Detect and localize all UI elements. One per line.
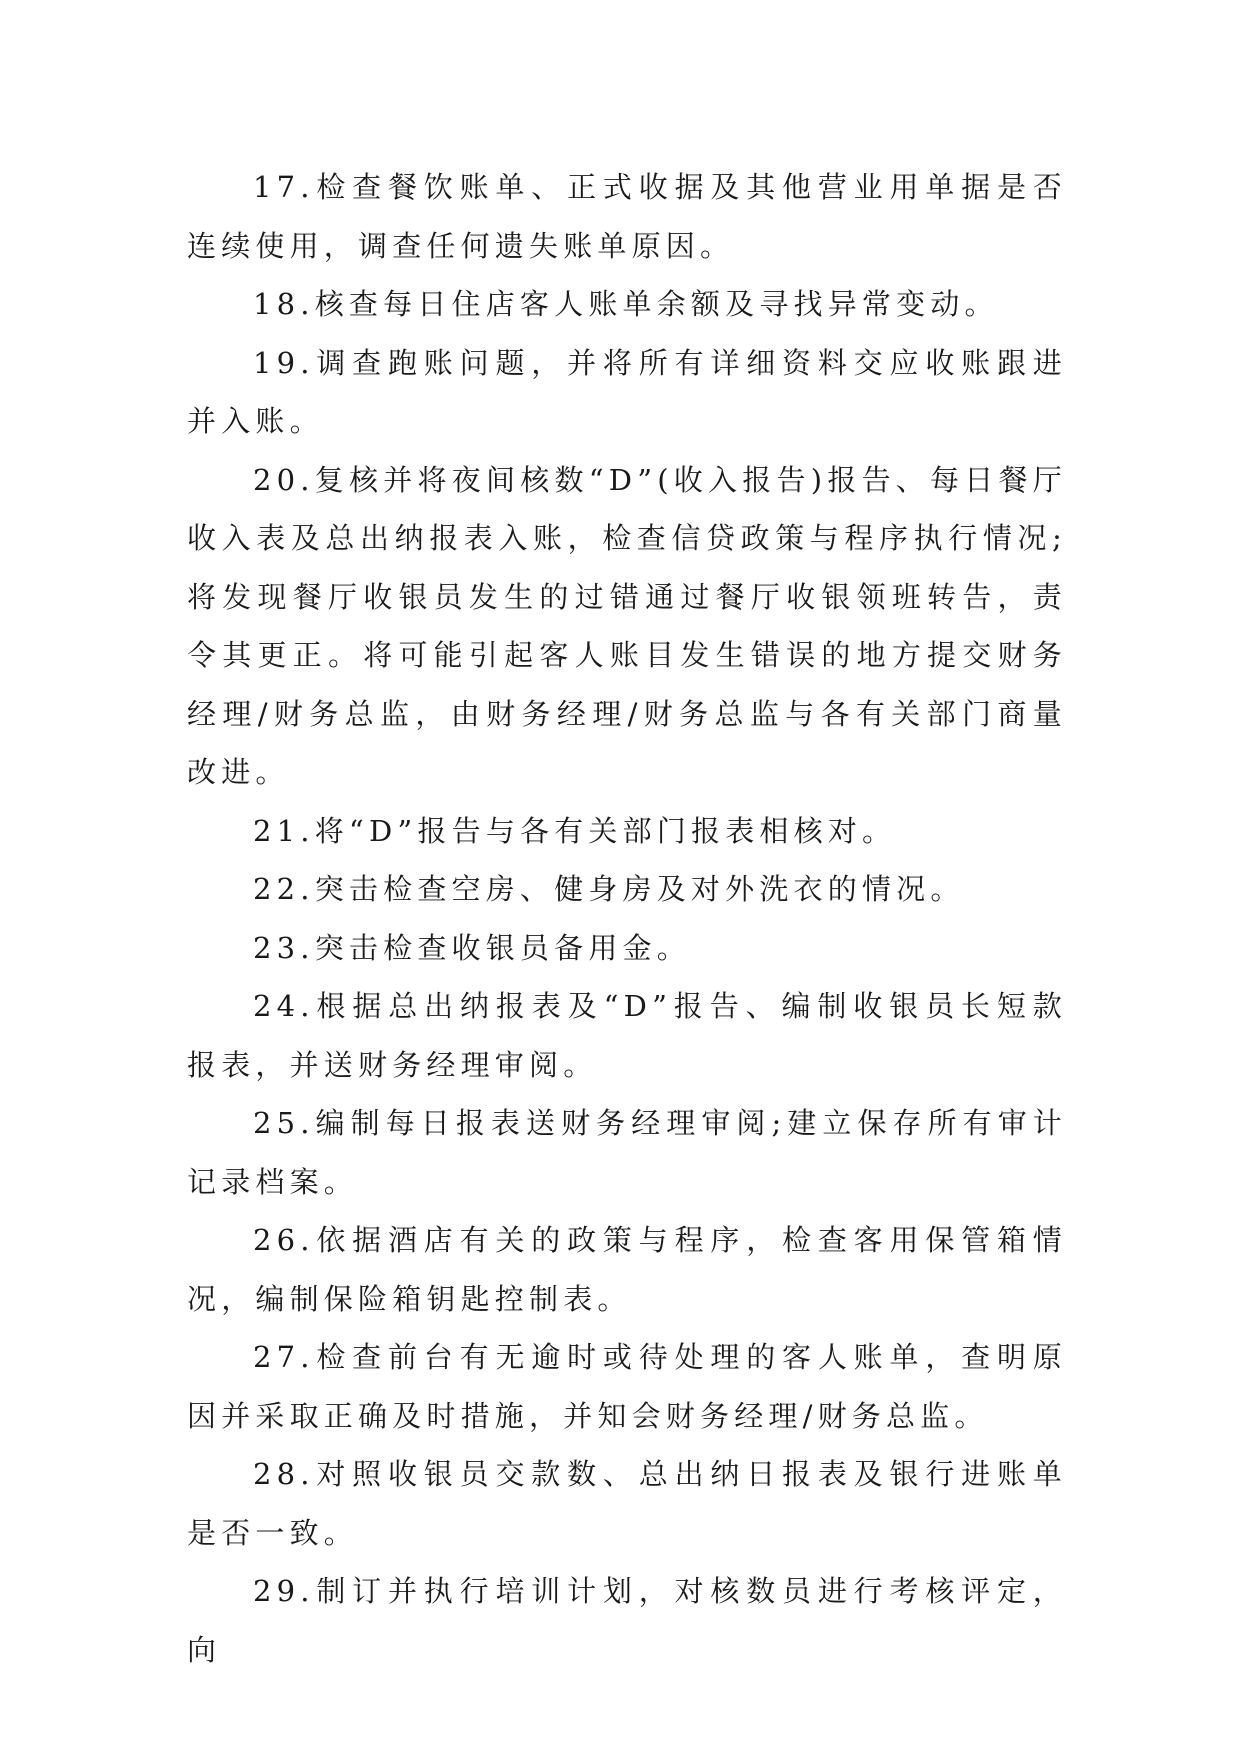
paragraph-item-24: 24.根据总出纳报表及“D”报告、编制收银员长短款报表，并送财务经理审阅。 <box>187 989 1067 1082</box>
paragraph-item-29: 29.制订并执行培训计划，对核数员进行考核评定，向 <box>187 1574 1067 1667</box>
document-body <box>187 158 1067 1679</box>
paragraph-item-20: 20.复核并将夜间核数“D”(收入报告)报告、每日餐厅收入表及总出纳报表入账，检查信贷政策与程序执行情况;将发现餐厅收银员发生的过错通过餐厅收银领班转告，责令其更正。将可能引起客人账目发生错误的地方提交财务经理/财务总监，由财务经理/财务总监与各有关部门商量改进。 <box>187 462 1067 789</box>
paragraph-item-23: 23.突击检查收银员备用金。 <box>253 930 691 965</box>
paragraph-item-17: 17.检查餐饮账单、正式收据及其他营业用单据是否连续使用，调查任何遗失账单原因。 <box>187 170 1067 263</box>
paragraph-item-28: 28.对照收银员交款数、总出纳日报表及银行进账单是否一致。 <box>187 1457 1067 1550</box>
paragraph-item-25: 25.编制每日报表送财务经理审阅;建立保存所有审计记录档案。 <box>187 1106 1067 1199</box>
paragraph-item-18: 18.核查每日住店客人账单余额及寻找异常变动。 <box>253 287 999 321</box>
paragraph-item-19: 19.调查跑账问题，并将所有详细资料交应收账跟进并入账。 <box>187 345 1067 438</box>
paragraph-item-22: 22.突击检查空房、健身房及对外洗衣的情况。 <box>253 872 965 906</box>
paragraph-item-21: 21.将“D”报告与各有关部门报表相核对。 <box>253 813 897 848</box>
paragraph-item-26: 26.依据酒店有关的政策与程序，检查客用保管箱情况，编制保险箱钥匙控制表。 <box>187 1223 1067 1316</box>
paragraph-item-27: 27.检查前台有无逾时或待处理的客人账单，查明原因并采取正确及时措施，并知会财务经理/财务总监。 <box>187 1340 1067 1433</box>
